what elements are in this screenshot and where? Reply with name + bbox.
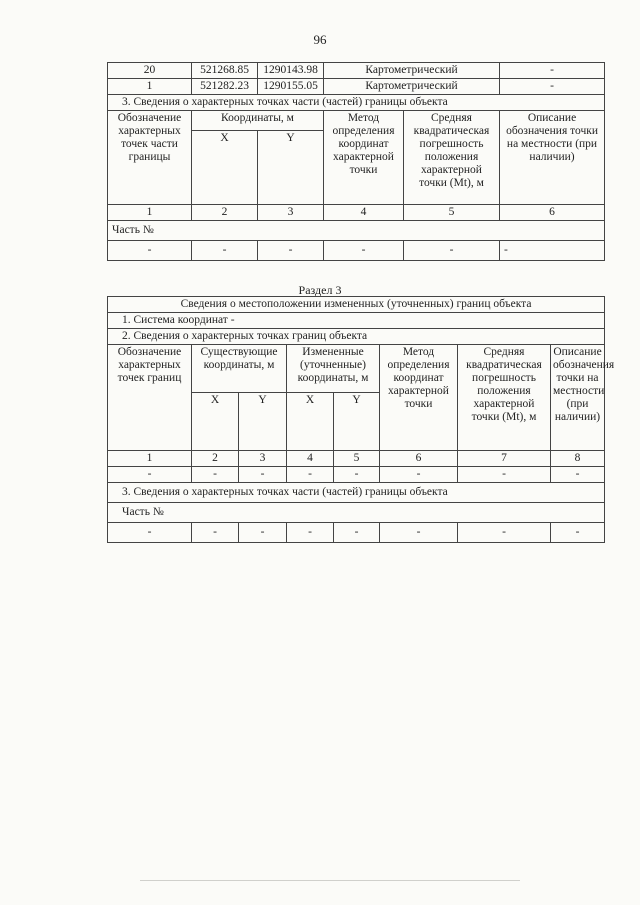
cell: 521282.23 [192,79,258,95]
header-method: Метод определения координат характерной точки [380,345,458,451]
points-table-continued [107,62,605,261]
cell: - [108,241,192,261]
cell: - [239,467,287,483]
col-number: 2 [192,205,258,221]
cell: - [500,241,605,261]
cell: - [551,523,605,543]
col-number: 4 [287,451,334,467]
header-existing: Существующие координаты, м [192,345,287,393]
cell: 1290143.98 [258,63,324,79]
header-designation: Обозначение характерных точек границ [108,345,192,451]
part-label: Часть № [108,221,605,241]
col-number: 4 [324,205,404,221]
part-label: Часть № [108,503,605,523]
cell: - [500,63,605,79]
col-number: 2 [192,451,239,467]
col-number: 6 [380,451,458,467]
cell: - [287,523,334,543]
header-changed: Измененные (уточненные) координаты, м [287,345,380,393]
cell: - [458,467,551,483]
coord-system: 1. Система координат - [108,313,605,329]
cell: - [458,523,551,543]
header-error: Средняя квадратическая погрешность положения характерной точки (Mt), м [458,345,551,451]
cell: - [334,523,380,543]
col-number: 1 [108,451,192,467]
cell: - [551,467,605,483]
cell: - [258,241,324,261]
cell: Картометрический [324,79,500,95]
cell: - [192,523,239,543]
header-x: X [287,393,334,451]
header-x: X [192,393,239,451]
cell: - [324,241,404,261]
section-title: 2. Сведения о характерных точках границ объекта [108,329,605,345]
header-description: Описание обозначения точки на местности (при наличии) [500,111,605,205]
col-number: 3 [258,205,324,221]
cell: - [334,467,380,483]
cell: - [404,241,500,261]
header-x: X [192,131,258,205]
cell: 521268.85 [192,63,258,79]
header-description: Описание обозначения точки на местности (при наличии) [551,345,605,451]
col-number: 5 [334,451,380,467]
page-number: 96 [313,32,327,47]
table-row [108,63,605,79]
header-method: Метод определения координат характерной точки [324,111,404,205]
col-number: 8 [551,451,605,467]
cell: - [500,79,605,95]
scan-edge-line [140,880,520,881]
changed-boundaries-table [107,296,615,543]
header-error: Средняя квадратическая погрешность положения характерной точки (Mt), м [404,111,500,205]
section-title: 3. Сведения о характерных точках части (частей) границы объекта [108,95,605,111]
cell: - [192,467,239,483]
cell: - [239,523,287,543]
header-coords: Координаты, м [192,111,324,131]
cell: 1290155.05 [258,79,324,95]
header-y: Y [334,393,380,451]
cell: 20 [108,63,192,79]
cell: - [192,241,258,261]
col-number: 6 [500,205,605,221]
section-heading: Раздел 3 [298,283,342,297]
col-number: 3 [239,451,287,467]
cell: - [108,523,192,543]
table-row [108,79,605,95]
cell: 1 [108,79,192,95]
col-number: 7 [458,451,551,467]
header-designation: Обозначение характерных точек части границы [108,111,192,205]
col-number: 5 [404,205,500,221]
section-title: 3. Сведения о характерных точках части (частей) границы объекта [108,483,605,503]
cell: - [380,523,458,543]
header-y: Y [258,131,324,205]
cell: Картометрический [324,63,500,79]
col-number: 1 [108,205,192,221]
cell: - [287,467,334,483]
cell: - [380,467,458,483]
header-y: Y [239,393,287,451]
table-title: Сведения о местоположении измененных (уточненных) границ объекта [108,297,605,313]
cell: - [108,467,192,483]
